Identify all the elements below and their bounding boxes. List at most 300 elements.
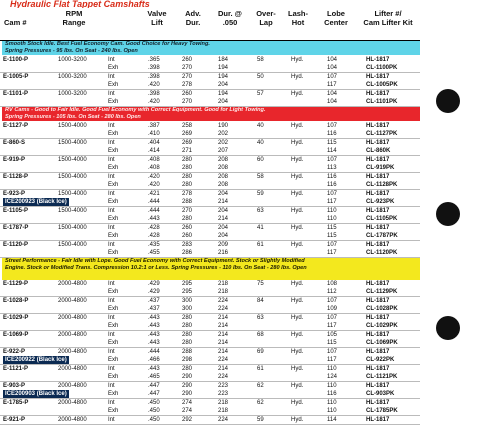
valve-lift: .437 — [148, 298, 160, 304]
valve-side: Exh — [108, 131, 119, 137]
duration-050: 224 — [218, 374, 229, 380]
valve-lift: .465 — [148, 374, 160, 380]
valve-lift: .466 — [148, 357, 160, 363]
overlap: 59 — [257, 191, 264, 197]
rpm-range: 2000-4800 — [58, 400, 87, 406]
table-row — [0, 407, 420, 415]
lobe-center: 107 — [327, 123, 338, 129]
section-banner-street — [2, 258, 420, 280]
lifter-kit: HL-1817 — [366, 315, 390, 321]
rpm-range: 1500-4000 — [58, 191, 87, 197]
duration-050: 218 — [218, 400, 229, 406]
valve-side: Exh — [108, 148, 119, 154]
lifter-kit: HL-1817 — [366, 123, 390, 129]
rpm-range: 1500-4000 — [58, 225, 87, 231]
valve-lift: .429 — [148, 289, 160, 295]
table-row — [0, 181, 420, 189]
cam-number: E-919-P — [3, 157, 26, 163]
lobe-center: 115 — [327, 340, 337, 346]
overlap: 57 — [257, 91, 264, 97]
overlap: 59 — [257, 417, 264, 423]
rpm-range: 1500-4000 — [58, 174, 87, 180]
lifter-kit: CL-922PK — [366, 357, 395, 363]
rpm-range: 2000-4800 — [58, 366, 87, 372]
cam-number: E-923-P — [3, 191, 26, 197]
adv-duration: 283 — [182, 242, 193, 248]
table-row — [0, 416, 420, 424]
table-row — [0, 139, 420, 147]
table-row — [0, 190, 420, 198]
valve-lift: .408 — [148, 157, 160, 163]
cam-number: E-860-S — [3, 140, 26, 146]
lifter-kit: CL-1028PK — [366, 306, 398, 312]
valve-lift: .450 — [148, 408, 160, 414]
duration-050: 214 — [218, 340, 229, 346]
table-row — [0, 241, 420, 249]
lifter-kit: CL-919PK — [366, 165, 395, 171]
valve-lift: .398 — [148, 91, 160, 97]
table-row — [0, 356, 420, 364]
table-row — [0, 173, 420, 181]
adv-duration: 290 — [182, 383, 193, 389]
valve-lift: .443 — [148, 315, 160, 321]
overlap: 84 — [257, 298, 264, 304]
duration-050: 214 — [218, 349, 229, 355]
lifter-kit: HL-1817 — [366, 383, 390, 389]
lobe-center: 104 — [327, 91, 338, 97]
table-row — [0, 81, 420, 89]
table-row — [0, 322, 420, 330]
overlap: 40 — [257, 140, 264, 146]
valve-side: Int — [108, 191, 115, 197]
header-dur-1: Dur. @ — [218, 9, 242, 18]
lifter-kit: CL-1787PK — [366, 233, 398, 239]
lifter-kit: CL-1069PK — [366, 340, 398, 346]
valve-side: Int — [108, 383, 115, 389]
valve-side: Int — [108, 242, 115, 248]
lifter-kit: CL-1129PK — [366, 289, 398, 295]
rpm-range: 2000-4800 — [58, 417, 87, 423]
duration-050: 194 — [218, 91, 229, 97]
valve-lift: .421 — [148, 191, 160, 197]
adv-duration: 274 — [182, 400, 193, 406]
duration-050: 224 — [218, 298, 229, 304]
duration-050: 224 — [218, 306, 229, 312]
adv-duration: 300 — [182, 298, 193, 304]
adv-duration: 290 — [182, 374, 193, 380]
lobe-center: 109 — [327, 306, 338, 312]
header-lash-2: Hot — [291, 18, 305, 27]
duration-050: 223 — [218, 383, 229, 389]
valve-lift: .443 — [148, 366, 160, 372]
header-lobe-2: Center — [324, 18, 348, 27]
rpm-range: 2000-4800 — [58, 281, 87, 287]
lash: Hyd. — [291, 349, 304, 355]
table-row — [0, 164, 420, 172]
adv-duration: 280 — [182, 323, 193, 329]
duration-050: 208 — [218, 165, 229, 171]
lifter-kit: HL-1817 — [366, 91, 390, 97]
header-adv-1: Adv. — [185, 9, 201, 18]
duration-050: 194 — [218, 65, 229, 71]
header-lobe-1: Lobe — [327, 9, 345, 18]
duration-050: 223 — [218, 391, 229, 397]
lifter-kit: HL-1817 — [366, 157, 390, 163]
valve-side: Int — [108, 315, 115, 321]
adv-duration: 274 — [182, 408, 193, 414]
valve-lift: .398 — [148, 74, 160, 80]
lifter-kit: HL-1817 — [366, 174, 390, 180]
valve-lift: .443 — [148, 323, 160, 329]
adv-duration: 286 — [182, 250, 193, 256]
header-overlap-2: Lap — [259, 18, 273, 27]
header-valve-2: Lift — [151, 18, 163, 27]
lash: Hyd. — [291, 417, 304, 423]
lifter-kit: CL-923PK — [366, 199, 395, 205]
valve-side: Int — [108, 57, 115, 63]
rpm-range: 2000-4800 — [58, 383, 87, 389]
lifter-kit: HL-1817 — [366, 366, 390, 372]
adv-duration: 270 — [182, 208, 193, 214]
lifter-kit: CL-903PK — [366, 391, 395, 397]
cam-number: E-1785-P — [3, 400, 29, 406]
header-cam: Cam # — [4, 18, 27, 27]
valve-side: Exh — [108, 82, 119, 88]
cam-number: E-1105-P — [3, 208, 29, 214]
lifter-kit: HL-1817 — [366, 281, 390, 287]
rpm-range: 1500-4000 — [58, 123, 87, 129]
lifter-kit: HL-1817 — [366, 57, 390, 63]
valve-side: Exh — [108, 199, 119, 205]
lifter-kit: HL-1817 — [366, 400, 390, 406]
valve-side: Int — [108, 91, 115, 97]
duration-050: 202 — [218, 140, 229, 146]
adv-duration: 288 — [182, 349, 193, 355]
lobe-center: 110 — [327, 366, 337, 372]
lobe-center: 107 — [327, 349, 338, 355]
valve-side: Int — [108, 225, 115, 231]
valve-side: Int — [108, 157, 115, 163]
table-row — [0, 198, 420, 206]
lobe-center: 124 — [327, 374, 338, 380]
header-overlap-1: Over- — [256, 9, 276, 18]
adv-duration: 271 — [182, 148, 193, 154]
section-banner-rv — [2, 107, 420, 121]
adv-duration: 278 — [182, 82, 193, 88]
lash: Hyd. — [291, 123, 304, 129]
page-title: Hydraulic Flat Tappet Camshafts — [10, 0, 150, 8]
lash: Hyd. — [291, 383, 304, 389]
lifter-kit: CL-1105PK — [366, 216, 398, 222]
adv-duration: 260 — [182, 233, 193, 239]
table-header — [0, 9, 420, 39]
adv-duration: 298 — [182, 357, 193, 363]
duration-050: 194 — [218, 74, 229, 80]
valve-lift: .447 — [148, 391, 160, 397]
valve-side: Exh — [108, 306, 119, 312]
adv-duration: 295 — [182, 289, 193, 295]
black-ice-label: ICE200923 (Black Ice) — [5, 199, 67, 205]
valve-lift: .408 — [148, 165, 160, 171]
valve-lift: .435 — [148, 242, 160, 248]
lifter-kit: HL-1817 — [366, 242, 390, 248]
lobe-center: 114 — [327, 417, 337, 423]
table-row — [0, 373, 420, 381]
banner-line: Spring Pressures - 105 lbs. On Seat - 280 lbs. Open — [5, 114, 141, 120]
adv-duration: 260 — [182, 91, 193, 97]
lobe-center: 116 — [327, 182, 337, 188]
banner-line: Engine. Stock or Modified Trans. Compression 10.2:1 or Less. Spring Pressures - 110 lbs. On Seat - 280 lbs. Open — [5, 265, 307, 271]
duration-050: 214 — [218, 315, 229, 321]
header-rpm-2: Range — [62, 18, 86, 27]
rpm-range: 2000-4800 — [58, 315, 87, 321]
table-row — [0, 232, 420, 240]
rpm-range: 1500-4000 — [58, 242, 87, 248]
lifter-kit: CL-1127PK — [366, 131, 398, 137]
cam-number: E-1069-P — [3, 332, 29, 338]
adv-duration: 288 — [182, 199, 193, 205]
duration-050: 224 — [218, 417, 229, 423]
lobe-center: 107 — [327, 191, 338, 197]
adv-duration: 270 — [182, 65, 193, 71]
lifter-kit: CL-860K — [366, 148, 391, 154]
table-row — [0, 130, 420, 138]
valve-lift: .404 — [148, 140, 160, 146]
lifter-kit: HL-1817 — [366, 298, 390, 304]
valve-side: Exh — [108, 99, 119, 105]
cam-number: E-1129-P — [3, 281, 29, 287]
banner-line: RV Cams - Good to Fair Idle. Good Fuel Economy with Correct Equipment. Good for Light Towing. — [5, 107, 266, 113]
lash: Hyd. — [291, 91, 304, 97]
valve-side: Int — [108, 349, 115, 355]
valve-side: Exh — [108, 165, 119, 171]
banner-line: Street Performance - Fair Idle with Lope. Good Fuel Economy with Correct Equipment. Stock or Slightly Modified — [5, 258, 305, 264]
lobe-center: 110 — [327, 400, 337, 406]
duration-050: 218 — [218, 408, 229, 414]
valve-side: Exh — [108, 357, 119, 363]
valve-side: Exh — [108, 216, 119, 222]
overlap: 63 — [257, 315, 264, 321]
lobe-center: 104 — [327, 99, 338, 105]
cam-number: E-1120-P — [3, 242, 29, 248]
valve-side: Int — [108, 140, 115, 146]
valve-side: Int — [108, 417, 115, 423]
overlap: 63 — [257, 208, 264, 214]
valve-lift: .437 — [148, 306, 160, 312]
section-banner-smooth — [2, 41, 420, 55]
black-ice-label: ICE200922 (Black Ice) — [5, 357, 67, 363]
lobe-center: 116 — [327, 174, 337, 180]
table-row — [0, 348, 420, 356]
cam-number: E-1005-P — [3, 74, 29, 80]
rpm-range: 1500-4000 — [58, 208, 87, 214]
valve-lift: .414 — [148, 148, 160, 154]
duration-050: 214 — [218, 332, 229, 338]
lobe-center: 110 — [327, 208, 337, 214]
valve-side: Int — [108, 298, 115, 304]
duration-050: 204 — [218, 99, 229, 105]
lifter-kit: CL-1100PK — [366, 65, 398, 71]
lifter-kit: HL-1817 — [366, 208, 390, 214]
cam-number: E-921-P — [3, 417, 26, 423]
overlap: 69 — [257, 349, 264, 355]
binder-hole-top — [436, 89, 460, 113]
header-valve-1: Valve — [147, 9, 167, 18]
adv-duration: 270 — [182, 74, 193, 80]
lash: Hyd. — [291, 57, 304, 63]
table-row — [0, 305, 420, 313]
lobe-center: 105 — [327, 332, 338, 338]
valve-lift: .410 — [148, 131, 160, 137]
lobe-center: 107 — [327, 242, 338, 248]
lifter-kit: CL-1005PK — [366, 82, 398, 88]
valve-lift: .365 — [148, 57, 160, 63]
duration-050: 202 — [218, 131, 229, 137]
lash: Hyd. — [291, 400, 304, 406]
valve-side: Int — [108, 332, 115, 338]
duration-050: 208 — [218, 182, 229, 188]
lifter-kit: HL-1817 — [366, 191, 390, 197]
lobe-center: 104 — [327, 65, 338, 71]
lobe-center: 117 — [327, 250, 337, 256]
table-row — [0, 399, 420, 407]
lobe-center: 107 — [327, 157, 338, 163]
lifter-kit: HL-1817 — [366, 417, 390, 423]
valve-lift: .455 — [148, 250, 160, 256]
cam-number: E-1101-P — [3, 91, 29, 97]
table-row — [0, 207, 420, 215]
header-adv-2: Dur. — [185, 18, 201, 27]
adv-duration: 280 — [182, 315, 193, 321]
overlap: 50 — [257, 74, 264, 80]
lobe-center: 117 — [327, 199, 337, 205]
lash: Hyd. — [291, 157, 304, 163]
cam-number: E-1128-P — [3, 174, 29, 180]
valve-lift: .420 — [148, 182, 160, 188]
table-row — [0, 382, 420, 390]
lobe-center: 115 — [327, 225, 337, 231]
lobe-center: 117 — [327, 323, 337, 329]
lash: Hyd. — [291, 208, 304, 214]
lobe-center: 114 — [327, 148, 337, 154]
lobe-center: 113 — [327, 165, 337, 171]
adv-duration: 280 — [182, 182, 193, 188]
lifter-kit: CL-1128PK — [366, 182, 398, 188]
header-kit-1: Lifter #/ — [374, 9, 402, 18]
valve-side: Exh — [108, 65, 119, 71]
overlap: 62 — [257, 383, 264, 389]
cam-number: E-1127-P — [3, 123, 29, 129]
valve-side: Exh — [108, 391, 119, 397]
adv-duration: 258 — [182, 123, 193, 129]
overlap: 62 — [257, 400, 264, 406]
overlap: 60 — [257, 157, 264, 163]
lash: Hyd. — [291, 315, 304, 321]
valve-side: Exh — [108, 182, 119, 188]
valve-side: Exh — [108, 289, 119, 295]
adv-duration: 280 — [182, 165, 193, 171]
banner-line: Smooth Stock Idle. Best Fuel Economy Cam. Good Choice for Heavy Towing. — [5, 41, 210, 47]
table-row — [0, 147, 420, 155]
adv-duration: 290 — [182, 391, 193, 397]
lobe-center: 110 — [327, 408, 337, 414]
lobe-center: 104 — [327, 57, 338, 63]
table-row — [0, 156, 420, 164]
valve-side: Exh — [108, 323, 119, 329]
valve-side: Int — [108, 208, 115, 214]
adv-duration: 280 — [182, 332, 193, 338]
lash: Hyd. — [291, 298, 304, 304]
valve-side: Int — [108, 281, 115, 287]
overlap: 40 — [257, 123, 264, 129]
valve-side: Exh — [108, 340, 119, 346]
cam-number: E-1100-P — [3, 57, 29, 63]
lobe-center: 110 — [327, 216, 337, 222]
adv-duration: 295 — [182, 281, 193, 287]
table-row — [0, 339, 420, 347]
valve-side: Int — [108, 123, 115, 129]
duration-050: 209 — [218, 242, 229, 248]
table-row — [0, 73, 420, 81]
duration-050: 190 — [218, 123, 229, 129]
rpm-range: 1500-4000 — [58, 157, 87, 163]
lifter-kit: CL-1101PK — [366, 99, 398, 105]
duration-050: 207 — [218, 148, 229, 154]
table-row — [0, 297, 420, 305]
duration-050: 224 — [218, 357, 229, 363]
header-rpm-1: RPM — [65, 9, 83, 18]
valve-lift: .443 — [148, 216, 160, 222]
overlap: 75 — [257, 281, 264, 287]
duration-050: 204 — [218, 225, 229, 231]
overlap: 41 — [257, 225, 264, 231]
cam-number: E-922-P — [3, 349, 26, 355]
rpm-range: 1000-3200 — [58, 57, 87, 63]
rpm-range: 1500-4000 — [58, 140, 87, 146]
lobe-center: 116 — [327, 391, 337, 397]
table-row — [0, 249, 420, 257]
header-kit-2: Cam Lifter Kit — [363, 18, 413, 27]
lobe-center: 115 — [327, 140, 337, 146]
duration-050: 204 — [218, 233, 229, 239]
lash: Hyd. — [291, 332, 304, 338]
adv-duration: 269 — [182, 131, 193, 137]
table-row — [0, 365, 420, 373]
valve-side: Exh — [108, 408, 119, 414]
lobe-center: 110 — [327, 383, 337, 389]
valve-side: Exh — [108, 233, 119, 239]
duration-050: 218 — [218, 289, 229, 295]
valve-lift: .420 — [148, 82, 160, 88]
cam-number: E-1029-P — [3, 315, 29, 321]
adv-duration: 292 — [182, 417, 193, 423]
adv-duration: 269 — [182, 140, 193, 146]
adv-duration: 280 — [182, 157, 193, 163]
overlap: 61 — [257, 242, 264, 248]
adv-duration: 278 — [182, 191, 193, 197]
lifter-kit: HL-1817 — [366, 225, 390, 231]
adv-duration: 280 — [182, 174, 193, 180]
duration-050: 204 — [218, 208, 229, 214]
duration-050: 214 — [218, 323, 229, 329]
lash: Hyd. — [291, 366, 304, 372]
table-row — [0, 314, 420, 322]
row-separator — [0, 424, 420, 425]
rpm-range: 2000-4800 — [58, 349, 87, 355]
rpm-range: 1000-3200 — [58, 91, 87, 97]
lash: Hyd. — [291, 140, 304, 146]
table-row — [0, 224, 420, 232]
